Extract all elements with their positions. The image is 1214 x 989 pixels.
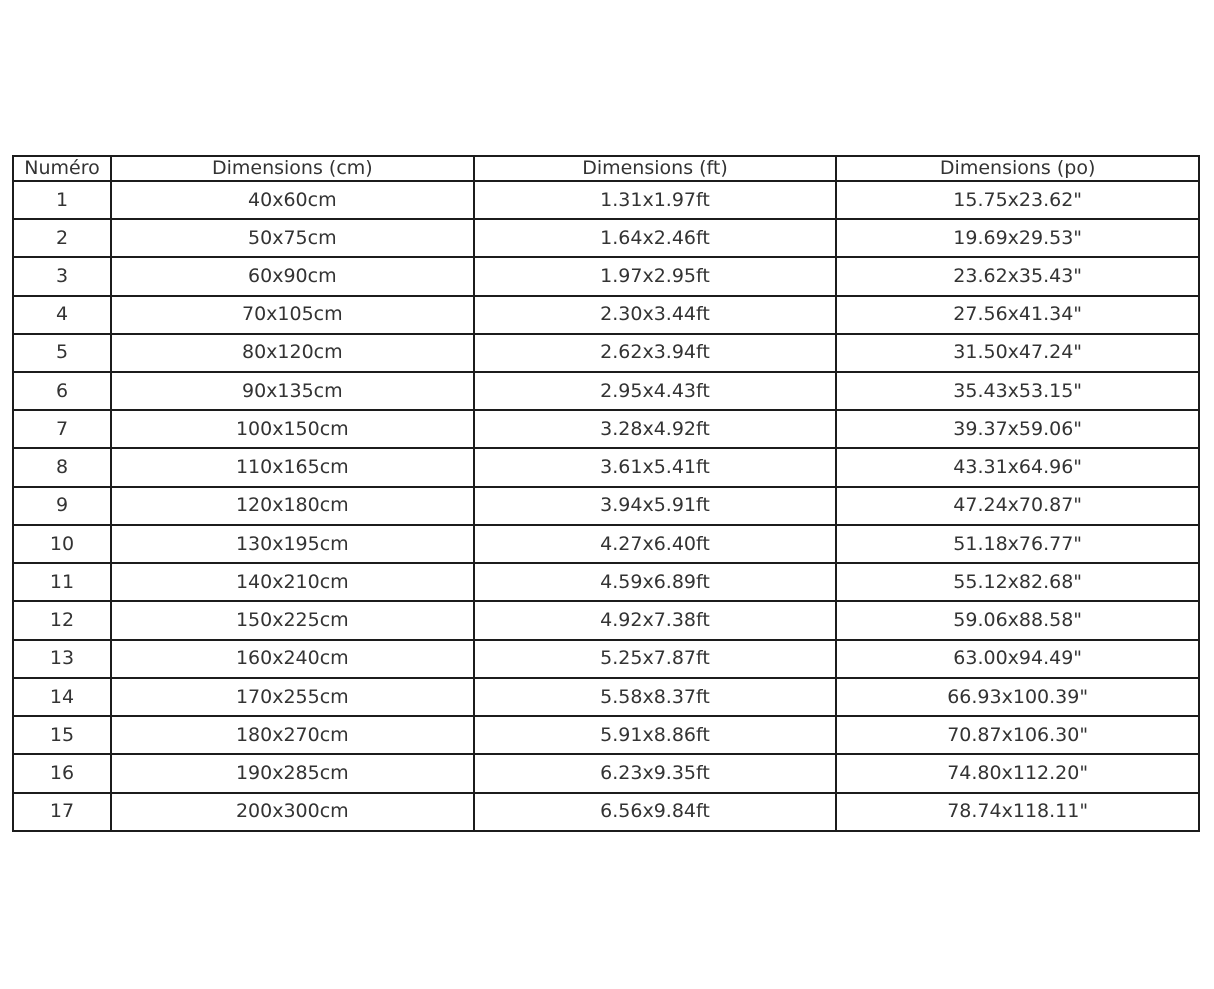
table-cell: 55.12x82.68"	[836, 563, 1199, 601]
table-cell: 5	[13, 334, 111, 372]
table-row	[13, 793, 1199, 831]
table-cell: 50x75cm	[111, 219, 474, 257]
size-conversion-table	[12, 155, 1200, 832]
table-cell: 9	[13, 487, 111, 525]
table-cell: 5.91x8.86ft	[474, 716, 837, 754]
table-cell: 14	[13, 678, 111, 716]
column-header: Dimensions (ft)	[474, 156, 837, 181]
table-cell: 35.43x53.15"	[836, 372, 1199, 410]
table-cell: 5.58x8.37ft	[474, 678, 837, 716]
table-cell: 3.61x5.41ft	[474, 448, 837, 486]
table-cell: 27.56x41.34"	[836, 296, 1199, 334]
table-cell: 6.56x9.84ft	[474, 793, 837, 831]
table-cell: 1.97x2.95ft	[474, 257, 837, 295]
table-cell: 200x300cm	[111, 793, 474, 831]
table-cell: 15.75x23.62"	[836, 181, 1199, 219]
table-cell: 130x195cm	[111, 525, 474, 563]
table-row	[13, 601, 1199, 639]
table-cell: 7	[13, 410, 111, 448]
table-cell: 13	[13, 640, 111, 678]
table-cell: 3	[13, 257, 111, 295]
column-header: Dimensions (po)	[836, 156, 1199, 181]
table-cell: 4.92x7.38ft	[474, 601, 837, 639]
table-row	[13, 640, 1199, 678]
table-cell: 110x165cm	[111, 448, 474, 486]
table-cell: 74.80x112.20"	[836, 754, 1199, 792]
table-row	[13, 257, 1199, 295]
table-cell: 5.25x7.87ft	[474, 640, 837, 678]
table-cell: 3.28x4.92ft	[474, 410, 837, 448]
table-cell: 70.87x106.30"	[836, 716, 1199, 754]
table-row	[13, 372, 1199, 410]
table-cell: 19.69x29.53"	[836, 219, 1199, 257]
table-row	[13, 296, 1199, 334]
table-cell: 60x90cm	[111, 257, 474, 295]
table-cell: 23.62x35.43"	[836, 257, 1199, 295]
table-cell: 3.94x5.91ft	[474, 487, 837, 525]
column-header: Dimensions (cm)	[111, 156, 474, 181]
table-cell: 78.74x118.11"	[836, 793, 1199, 831]
table-cell: 2.95x4.43ft	[474, 372, 837, 410]
table-cell: 4.27x6.40ft	[474, 525, 837, 563]
table-cell: 90x135cm	[111, 372, 474, 410]
table-cell: 8	[13, 448, 111, 486]
table-cell: 11	[13, 563, 111, 601]
table-cell: 170x255cm	[111, 678, 474, 716]
table-cell: 180x270cm	[111, 716, 474, 754]
table-row	[13, 448, 1199, 486]
table-cell: 4.59x6.89ft	[474, 563, 837, 601]
header-row	[13, 156, 1199, 181]
table-cell: 39.37x59.06"	[836, 410, 1199, 448]
table-cell: 59.06x88.58"	[836, 601, 1199, 639]
table-cell: 120x180cm	[111, 487, 474, 525]
table-row	[13, 525, 1199, 563]
table-cell: 16	[13, 754, 111, 792]
table-cell: 47.24x70.87"	[836, 487, 1199, 525]
table-cell: 31.50x47.24"	[836, 334, 1199, 372]
table-cell: 1	[13, 181, 111, 219]
table-row	[13, 181, 1199, 219]
table-cell: 140x210cm	[111, 563, 474, 601]
table-cell: 1.64x2.46ft	[474, 219, 837, 257]
table-body	[13, 181, 1199, 831]
table-cell: 1.31x1.97ft	[474, 181, 837, 219]
table-row	[13, 410, 1199, 448]
table-cell: 2	[13, 219, 111, 257]
table-cell: 160x240cm	[111, 640, 474, 678]
table-row	[13, 219, 1199, 257]
table-cell: 51.18x76.77"	[836, 525, 1199, 563]
table-cell: 63.00x94.49"	[836, 640, 1199, 678]
table-cell: 80x120cm	[111, 334, 474, 372]
table-cell: 150x225cm	[111, 601, 474, 639]
table-cell: 190x285cm	[111, 754, 474, 792]
table-cell: 10	[13, 525, 111, 563]
table-cell: 66.93x100.39"	[836, 678, 1199, 716]
table-row	[13, 334, 1199, 372]
table-cell: 2.30x3.44ft	[474, 296, 837, 334]
table-cell: 15	[13, 716, 111, 754]
table-row	[13, 716, 1199, 754]
table-cell: 6.23x9.35ft	[474, 754, 837, 792]
table-cell: 100x150cm	[111, 410, 474, 448]
column-header: Numéro	[13, 156, 111, 181]
table-row	[13, 487, 1199, 525]
table-row	[13, 678, 1199, 716]
table-cell: 2.62x3.94ft	[474, 334, 837, 372]
table-cell: 4	[13, 296, 111, 334]
table-cell: 6	[13, 372, 111, 410]
table-row	[13, 754, 1199, 792]
table-cell: 17	[13, 793, 111, 831]
table-cell: 43.31x64.96"	[836, 448, 1199, 486]
table-cell: 12	[13, 601, 111, 639]
table-cell: 40x60cm	[111, 181, 474, 219]
table-cell: 70x105cm	[111, 296, 474, 334]
table-row	[13, 563, 1199, 601]
table-header	[13, 156, 1199, 181]
